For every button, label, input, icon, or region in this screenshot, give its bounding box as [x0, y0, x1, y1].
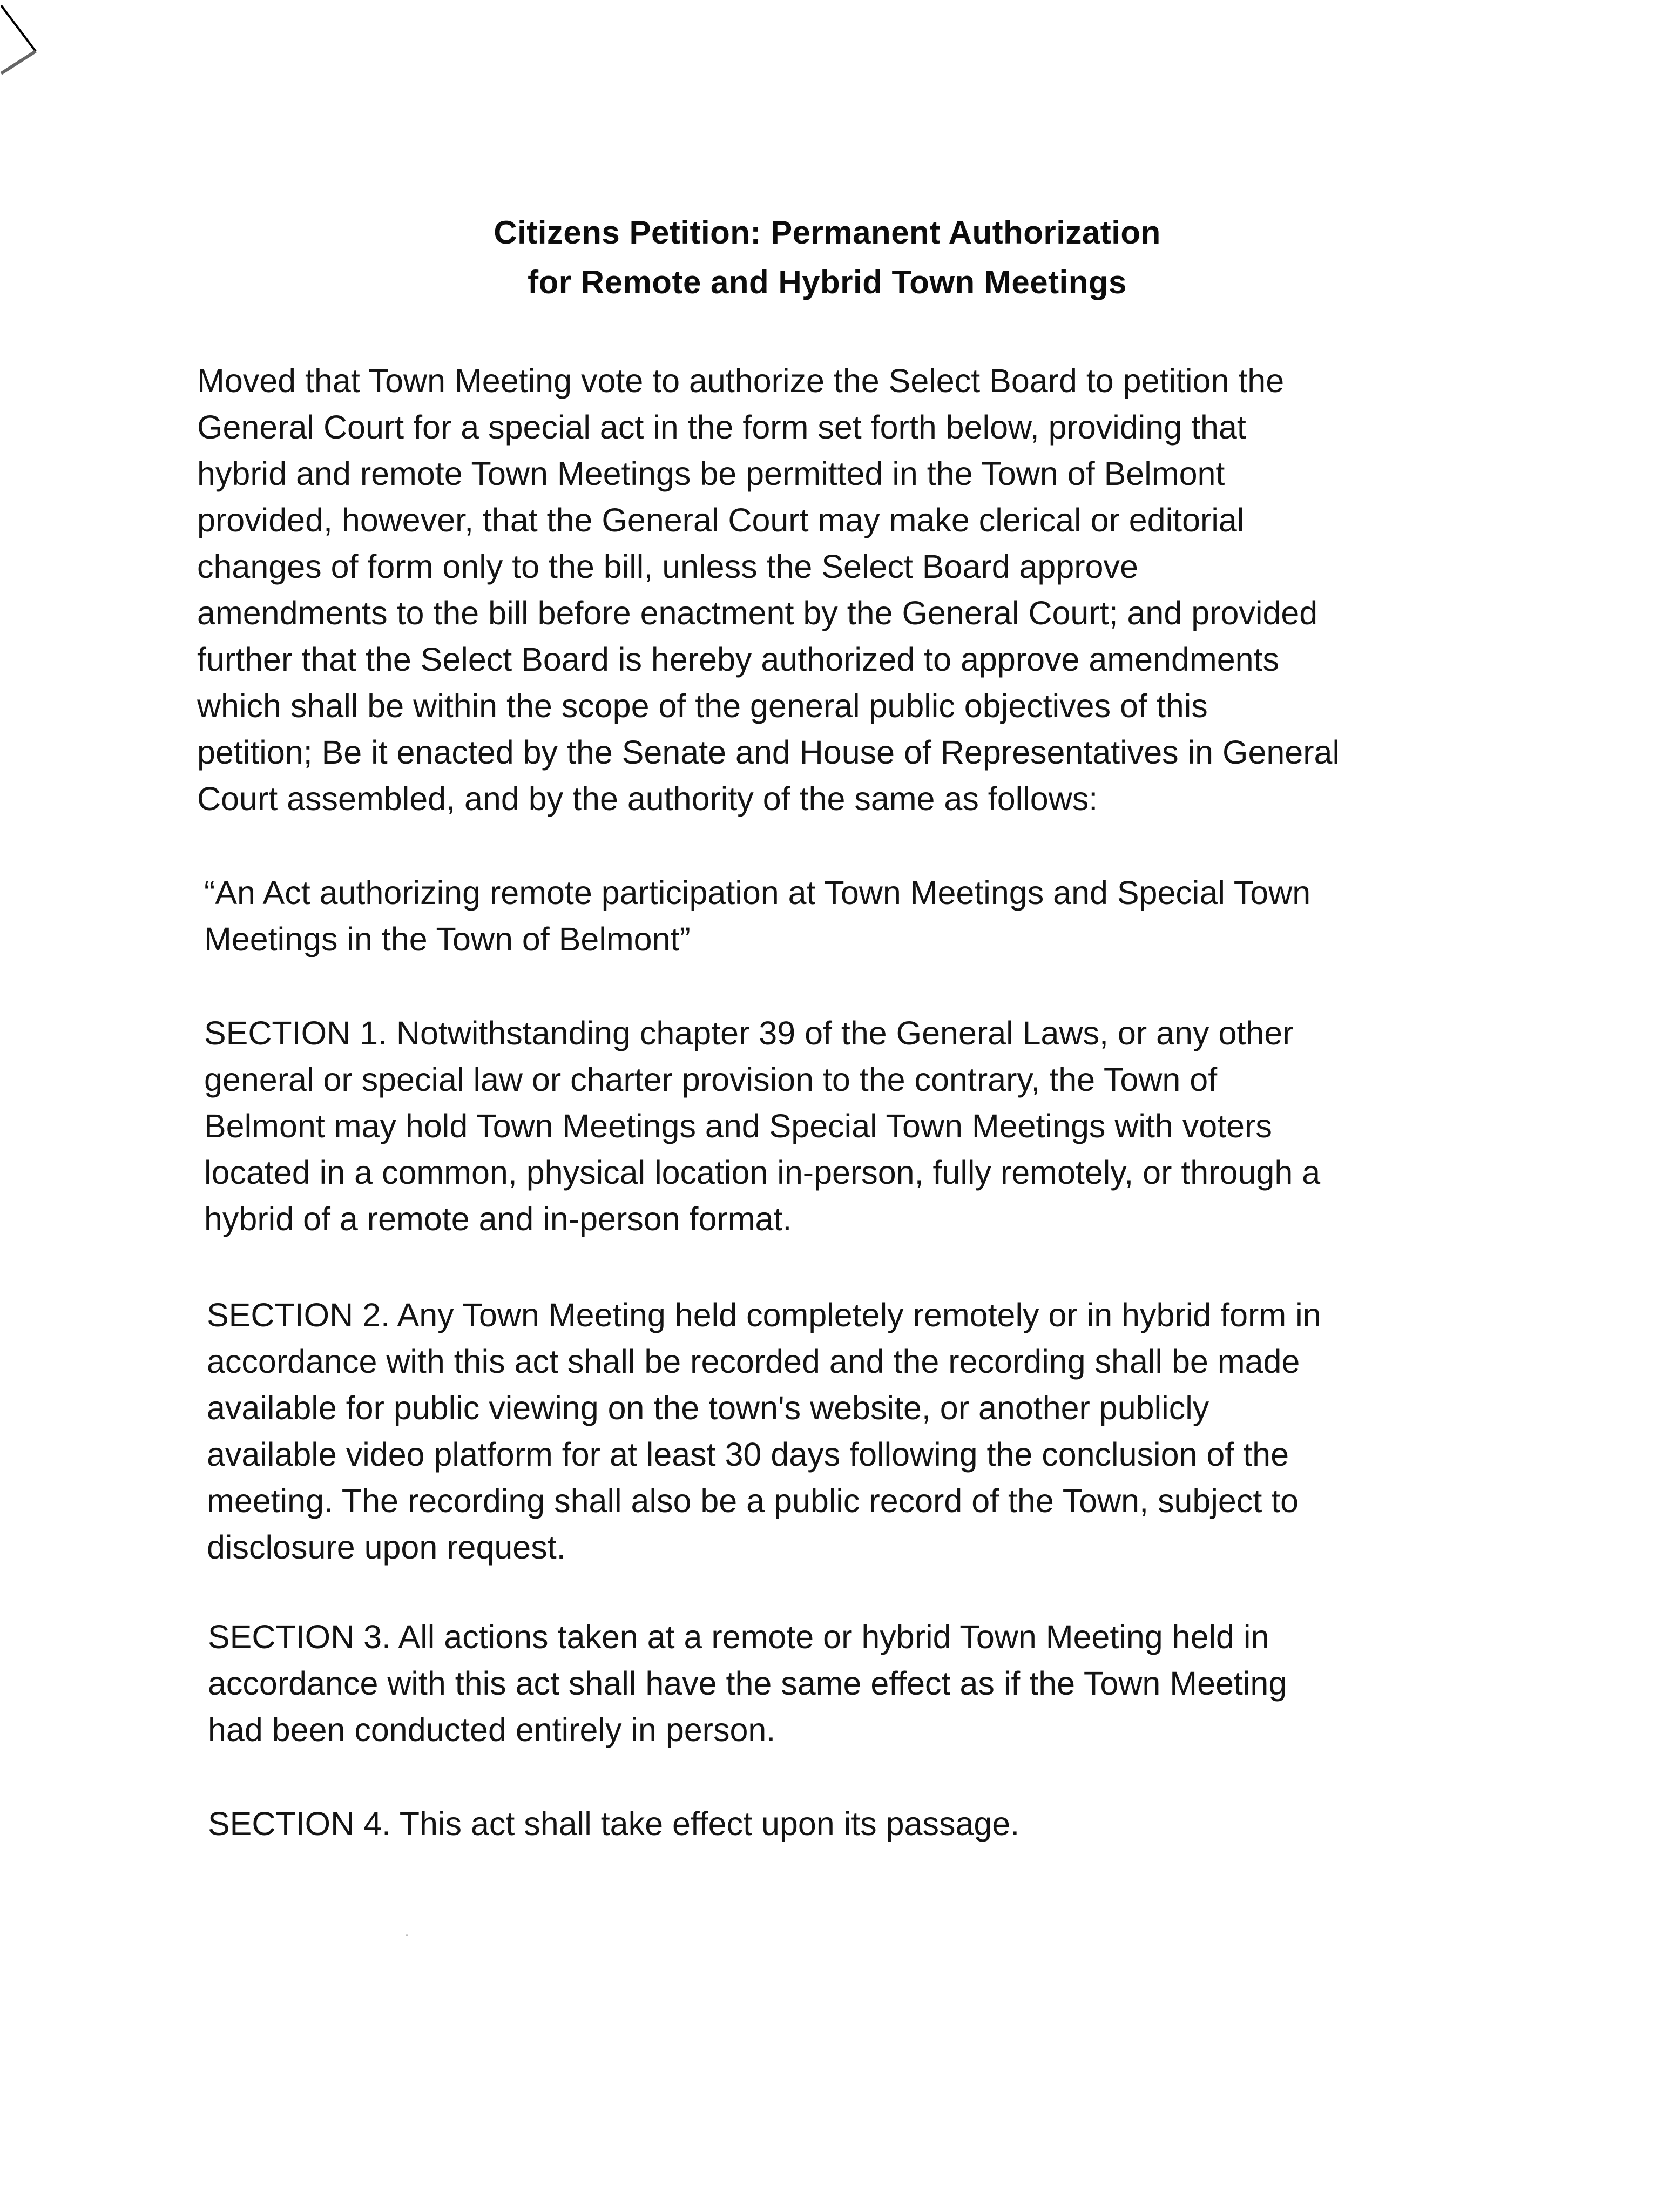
text-line: available video platform for at least 30 days following the conclusion of the: [207, 1436, 1289, 1473]
text-line: Meetings in the Town of Belmont”: [204, 921, 691, 957]
act-title-paragraph: [204, 869, 1310, 962]
text-line: accordance with this act shall have the same effect as if the Town Meeting: [208, 1665, 1287, 1702]
document-title: [0, 208, 1676, 307]
text-line: SECTION 2. Any Town Meeting held completely remotely or in hybrid form in: [207, 1297, 1321, 1333]
text-line: accordance with this act shall be recorded and the recording shall be made: [207, 1343, 1300, 1380]
text-line: hybrid and remote Town Meetings be permitted in the Town of Belmont: [197, 455, 1225, 492]
section-3-paragraph: [208, 1614, 1287, 1753]
text-line: SECTION 4. This act shall take effect upon its passage.: [208, 1805, 1020, 1842]
text-line: SECTION 3. All actions taken at a remote or hybrid Town Meeting held in: [208, 1618, 1269, 1655]
section-1-paragraph: [204, 1010, 1320, 1242]
chevron-right-icon: [0, 0, 43, 81]
text-line: changes of form only to the bill, unless the Select Board approve: [197, 548, 1138, 585]
title-line: Citizens Petition: Permanent Authorization: [494, 214, 1161, 251]
text-line: SECTION 1. Notwithstanding chapter 39 of the General Laws, or any other: [204, 1015, 1294, 1051]
text-line: disclosure upon request.: [207, 1529, 566, 1566]
section-2-paragraph: [207, 1292, 1321, 1570]
text-line: Moved that Town Meeting vote to authorize the Select Board to petition the: [197, 362, 1285, 399]
text-line: General Court for a special act in the form set forth below, providing that: [197, 409, 1246, 446]
text-line: available for public viewing on the town's website, or another publicly: [207, 1390, 1209, 1426]
text-line: amendments to the bill before enactment by the General Court; and provided: [197, 595, 1318, 631]
section-4-paragraph: [208, 1800, 1019, 1847]
text-line: meeting. The recording shall also be a public record of the Town, subject to: [207, 1482, 1299, 1519]
text-line: further that the Select Board is hereby authorized to approve amendments: [197, 641, 1280, 678]
text-line: located in a common, physical location in-person, fully remotely, or through a: [204, 1154, 1321, 1191]
text-line: Court assembled, and by the authority of the same as follows:: [197, 780, 1098, 817]
preamble-paragraph: [197, 358, 1340, 822]
text-line: provided, however, that the General Court may make clerical or editorial: [197, 502, 1245, 538]
text-line: Belmont may hold Town Meetings and Special Town Meetings with voters: [204, 1108, 1272, 1144]
text-line: general or special law or charter provision to the contrary, the Town of: [204, 1061, 1218, 1098]
text-line: “An Act authorizing remote participation at Town Meetings and Special Town: [204, 874, 1311, 911]
text-line: had been conducted entirely in person.: [208, 1711, 776, 1748]
text-line: hybrid of a remote and in-person format.: [204, 1201, 792, 1237]
text-line: petition; Be it enacted by the Senate and House of Representatives in General: [197, 734, 1340, 771]
text-line: which shall be within the scope of the general public objectives of this: [197, 687, 1208, 724]
scan-speck: [406, 1934, 408, 1936]
title-line: for Remote and Hybrid Town Meetings: [528, 264, 1127, 300]
